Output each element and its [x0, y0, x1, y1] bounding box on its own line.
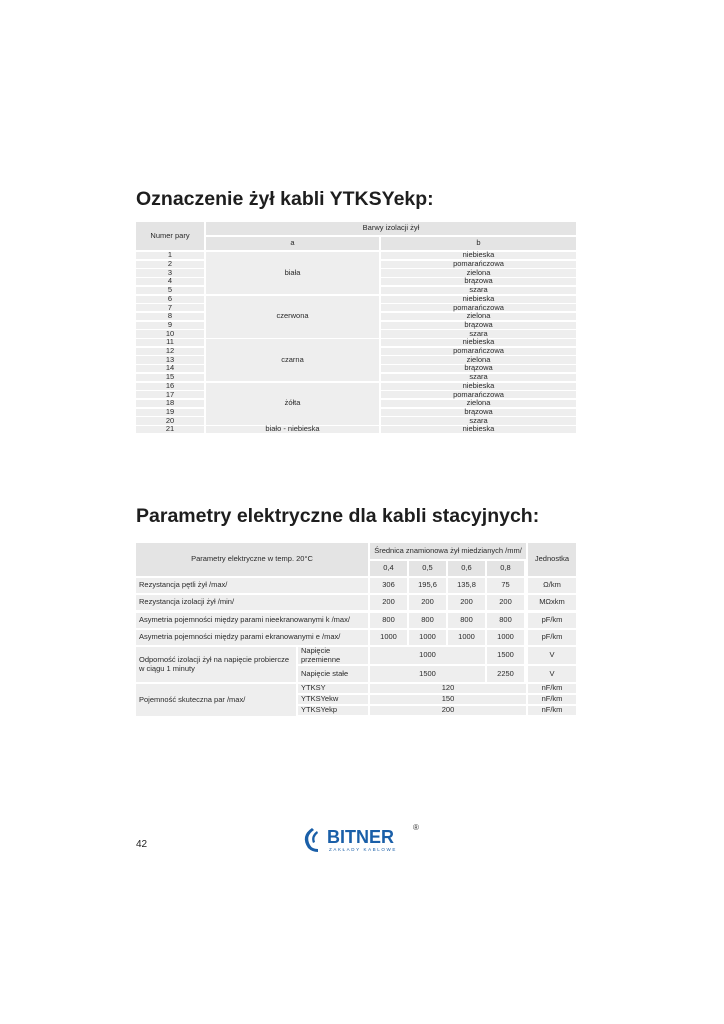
capacitance-value: 200 — [370, 706, 526, 715]
pair-number-cell: 6 — [136, 296, 204, 303]
parameter-value: 1000 — [448, 630, 485, 645]
pair-number-cell: 12 — [136, 348, 204, 355]
wire-b-color-cell: pomarańczowa — [381, 304, 576, 311]
capacitance-label: Pojemność skuteczna par /max/ — [136, 684, 296, 716]
parameter-unit: Ω/km — [528, 578, 576, 593]
electrical-parameters-table — [136, 543, 576, 717]
dc-voltage-label: Napięcie stałe — [298, 666, 368, 682]
pair-number-cell: 4 — [136, 278, 204, 285]
ac-voltage-unit: V — [528, 647, 576, 664]
header-wire-b: b — [381, 237, 576, 250]
wire-b-color-cell: szara — [381, 374, 576, 381]
pair-number-cell: 3 — [136, 269, 204, 276]
wire-b-color-cell: pomarańczowa — [381, 348, 576, 355]
table1-title: Oznaczenie żył kabli YTKSYekp: — [136, 188, 434, 210]
parameter-unit: MΩxkm — [528, 595, 576, 610]
header-pair-number: Numer pary — [136, 222, 204, 250]
wire-b-color-cell: brązowa — [381, 365, 576, 372]
parameter-value: 200 — [448, 595, 485, 610]
wire-a-color-group: biała — [206, 252, 379, 294]
pair-number-cell: 11 — [136, 339, 204, 346]
parameter-value: 200 — [370, 595, 407, 610]
cable-type-label: YTKSYekw — [298, 695, 368, 704]
wire-b-color-cell: zielona — [381, 356, 576, 363]
table2-title: Parametry elektryczne dla kabli stacyjnych: — [136, 505, 540, 527]
header-parameters: Parametry elektryczne w temp. 20°C — [136, 543, 368, 576]
dc-voltage-value: 1500 — [370, 666, 485, 682]
ac-voltage-value: 1000 — [370, 647, 485, 664]
ac-voltage-label: Napięcie przemienne — [298, 647, 368, 664]
svg-text:BITNER: BITNER — [327, 827, 394, 847]
capacitance-unit: nF/km — [528, 684, 576, 693]
wire-b-color-cell: niebieska — [381, 252, 576, 259]
parameter-value: 800 — [409, 613, 446, 628]
capacitance-unit: nF/km — [528, 695, 576, 704]
parameter-value: 306 — [370, 578, 407, 593]
wire-a-color-group: biało - niebieska — [206, 426, 379, 433]
pair-number-cell: 7 — [136, 304, 204, 311]
header-insulation-colors: Barwy izolacji żył — [206, 222, 576, 235]
pair-number-cell: 14 — [136, 365, 204, 372]
wire-b-color-cell: niebieska — [381, 296, 576, 303]
pair-number-cell: 10 — [136, 330, 204, 337]
dc-voltage-unit: V — [528, 666, 576, 682]
voltage-test-label: Odporność izolacji żył na napięcie probiercze w ciągu 1 minuty — [136, 647, 296, 682]
wire-b-color-cell: szara — [381, 287, 576, 294]
parameter-value: 1000 — [409, 630, 446, 645]
header-unit: Jednostka — [528, 543, 576, 576]
wire-b-color-cell: niebieska — [381, 339, 576, 346]
parameter-value: 800 — [487, 613, 524, 628]
pair-number-cell: 8 — [136, 313, 204, 320]
parameter-value: 800 — [448, 613, 485, 628]
cable-type-label: YTKSYekp — [298, 706, 368, 715]
parameter-unit: pF/km — [528, 613, 576, 628]
diameter-value: 0,5 — [409, 561, 446, 576]
pair-number-cell: 5 — [136, 287, 204, 294]
wire-a-color-group: żółta — [206, 383, 379, 425]
diameter-value: 0,8 — [487, 561, 524, 576]
wire-b-color-cell: brązowa — [381, 278, 576, 285]
diameter-value: 0,4 — [370, 561, 407, 576]
parameter-value: 75 — [487, 578, 524, 593]
page-number: 42 — [136, 839, 148, 850]
pair-number-cell: 15 — [136, 374, 204, 381]
pair-number-cell: 19 — [136, 409, 204, 416]
wire-b-color-cell: zielona — [381, 313, 576, 320]
parameter-unit: pF/km — [528, 630, 576, 645]
pair-number-cell: 16 — [136, 383, 204, 390]
svg-text:ZAKŁADY KABLOWE: ZAKŁADY KABLOWE — [329, 847, 397, 852]
capacitance-value: 120 — [370, 684, 526, 693]
parameter-label: Rezystancja izolacji żył /min/ — [136, 595, 368, 610]
parameter-label: Asymetria pojemności między parami ekranowanymi e /max/ — [136, 630, 368, 645]
parameter-value: 200 — [487, 595, 524, 610]
wire-b-color-cell: niebieska — [381, 383, 576, 390]
parameter-value: 135,8 — [448, 578, 485, 593]
pair-number-cell: 20 — [136, 417, 204, 424]
parameter-value: 200 — [409, 595, 446, 610]
wire-b-color-cell: szara — [381, 330, 576, 337]
cable-color-table — [136, 222, 576, 438]
pair-number-cell: 1 — [136, 252, 204, 259]
wire-b-color-cell: pomarańczowa — [381, 391, 576, 398]
wire-a-color-group: czarna — [206, 339, 379, 381]
bitner-logo — [298, 822, 426, 856]
parameter-value: 1000 — [370, 630, 407, 645]
wire-b-color-cell: brązowa — [381, 322, 576, 329]
ac-voltage-value-08: 1500 — [487, 647, 524, 664]
dc-voltage-value-08: 2250 — [487, 666, 524, 682]
parameter-value: 195,6 — [409, 578, 446, 593]
pair-number-cell: 21 — [136, 426, 204, 433]
wire-b-color-cell: szara — [381, 417, 576, 424]
pair-number-cell: 13 — [136, 356, 204, 363]
parameter-value: 1000 — [487, 630, 524, 645]
parameter-label: Asymetria pojemności między parami nieekranowanymi k /max/ — [136, 613, 368, 628]
wire-b-color-cell: pomarańczowa — [381, 261, 576, 268]
wire-b-color-cell: zielona — [381, 400, 576, 407]
wire-b-color-cell: brązowa — [381, 409, 576, 416]
svg-text:®: ® — [413, 823, 419, 832]
pair-number-cell: 17 — [136, 391, 204, 398]
wire-b-color-cell: zielona — [381, 269, 576, 276]
header-diameter: Średnica znamionowa żył miedzianych /mm/ — [370, 543, 526, 559]
capacitance-unit: nF/km — [528, 706, 576, 715]
capacitance-value: 150 — [370, 695, 526, 704]
cable-type-label: YTKSY — [298, 684, 368, 693]
pair-number-cell: 9 — [136, 322, 204, 329]
wire-b-color-cell: niebieska — [381, 426, 576, 433]
pair-number-cell: 2 — [136, 261, 204, 268]
header-wire-a: a — [206, 237, 379, 250]
parameter-label: Rezystancja pętli żył /max/ — [136, 578, 368, 593]
diameter-value: 0,6 — [448, 561, 485, 576]
wire-a-color-group: czerwona — [206, 296, 379, 338]
parameter-value: 800 — [370, 613, 407, 628]
pair-number-cell: 18 — [136, 400, 204, 407]
